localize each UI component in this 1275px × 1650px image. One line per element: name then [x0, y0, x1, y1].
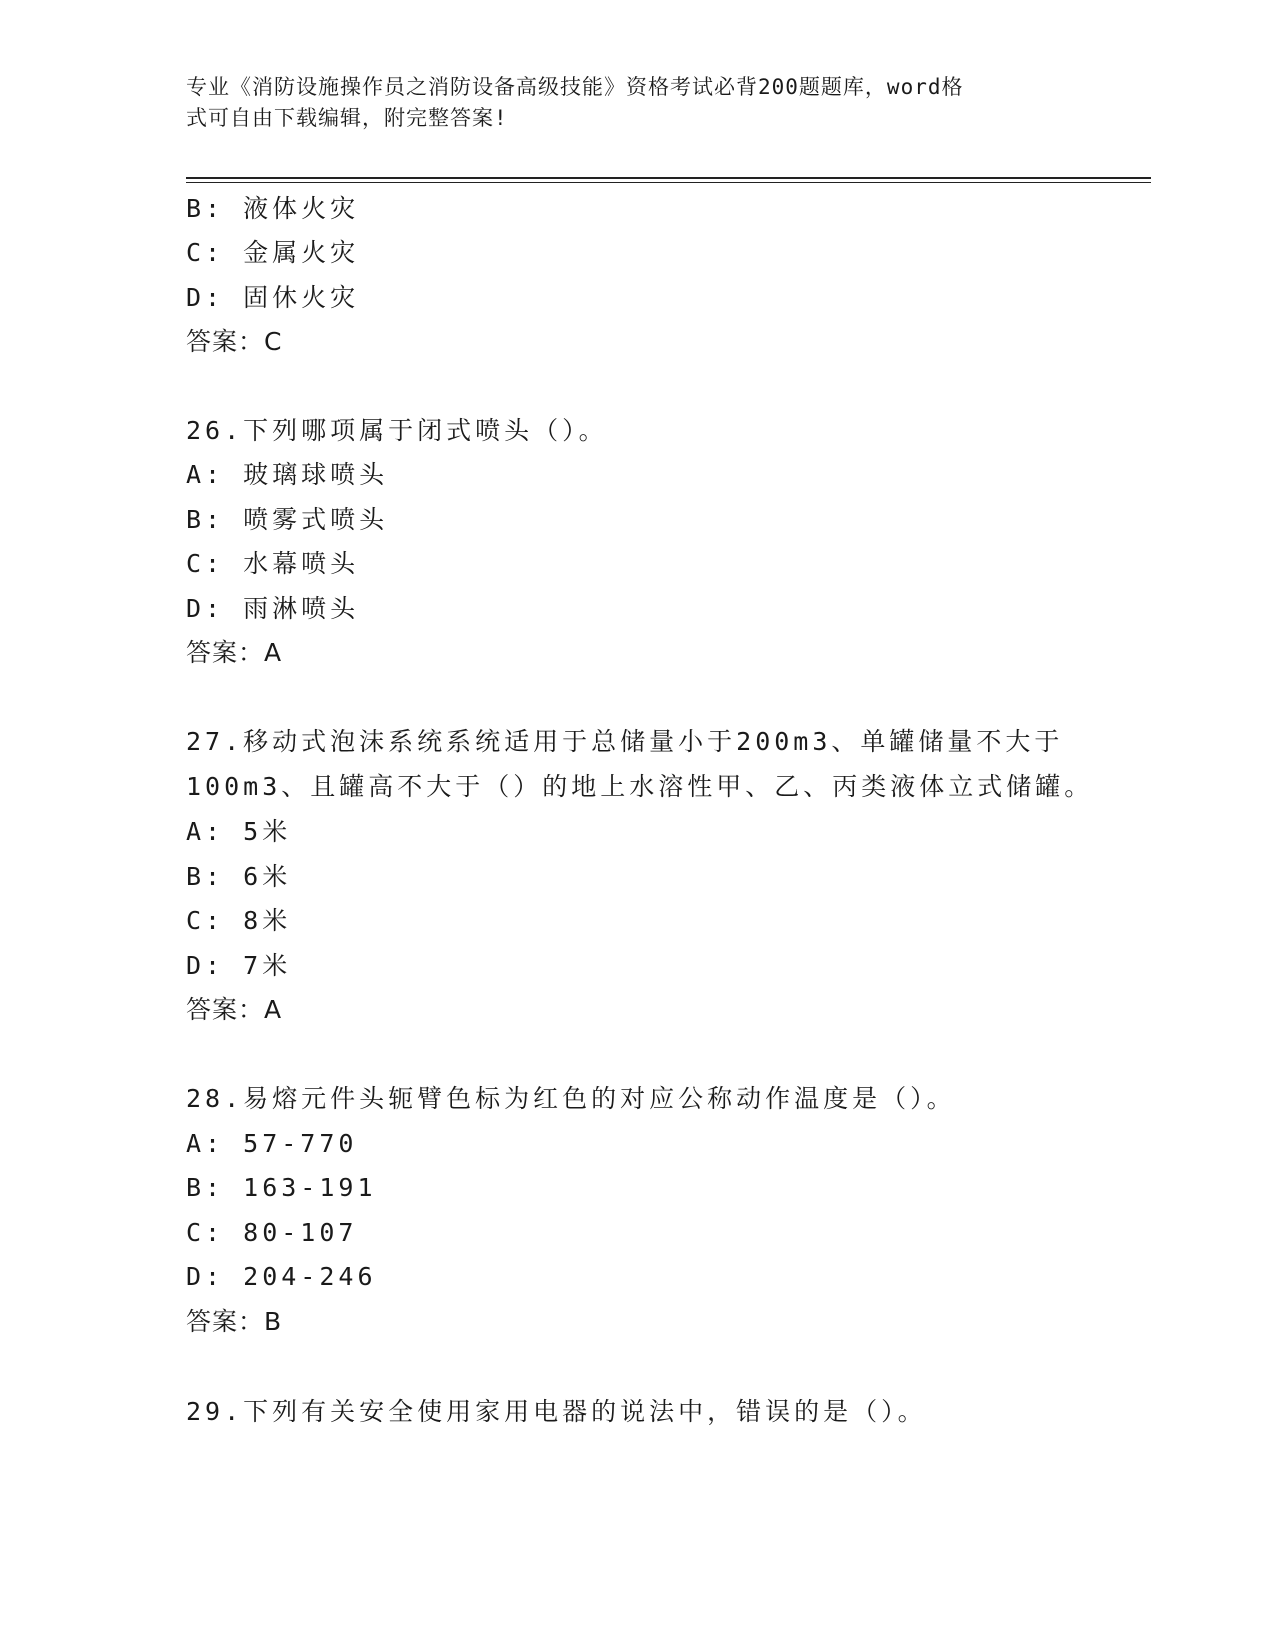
- q26-option-d: D: 雨淋喷头: [186, 594, 360, 623]
- document-header: [186, 72, 1086, 134]
- q28-option-a: A: 57-770: [186, 1129, 358, 1158]
- q28-answer: 答案：B: [186, 1307, 283, 1336]
- q25-option-d: D: 固休火灾: [186, 283, 360, 312]
- q29-stem: 29.下列有关安全使用家用电器的说法中，错误的是（）。: [186, 1397, 927, 1426]
- q26-stem: 26.下列哪项属于闭式喷头（）。: [186, 416, 608, 445]
- q27-option-c: C: 8米: [186, 906, 292, 935]
- q25-option-b: B: 液体火灾: [186, 194, 360, 223]
- q28-stem: 28.易熔元件头轭臂色标为红色的对应公称动作温度是（）。: [186, 1084, 956, 1113]
- q26-option-c: C: 水幕喷头: [186, 549, 360, 578]
- header-line-1: 专业《消防设施操作员之消防设备高级技能》资格考试必背200题题库，word格: [186, 75, 964, 99]
- q27-stem-line-1: 27.移动式泡沫系统系统适用于总储量小于200m3、单罐储量不大于: [186, 727, 1064, 756]
- header-divider-thick: [186, 177, 1151, 179]
- q28-option-b: B: 163-191: [186, 1173, 377, 1202]
- q26-option-b: B: 喷雾式喷头: [186, 505, 389, 534]
- q26-answer: 答案：A: [186, 638, 283, 667]
- q27-answer: 答案：A: [186, 995, 283, 1024]
- q27-option-a: A: 5米: [186, 817, 292, 846]
- header-line-2: 式可自由下载编辑，附完整答案!: [186, 106, 508, 130]
- q27-stem-line-2: 100m3、且罐高不大于（）的地上水溶性甲、乙、丙类液体立式储罐。: [186, 772, 1094, 801]
- q25-option-c: C: 金属火灾: [186, 238, 360, 267]
- header-divider-thin: [186, 182, 1151, 183]
- q25-answer: 答案：C: [186, 327, 283, 356]
- q26-option-a: A: 玻璃球喷头: [186, 460, 389, 489]
- q27-option-d: D: 7米: [186, 951, 292, 980]
- q28-option-c: C: 80-107: [186, 1218, 358, 1247]
- q27-option-b: B: 6米: [186, 862, 292, 891]
- q28-option-d: D: 204-246: [186, 1262, 377, 1291]
